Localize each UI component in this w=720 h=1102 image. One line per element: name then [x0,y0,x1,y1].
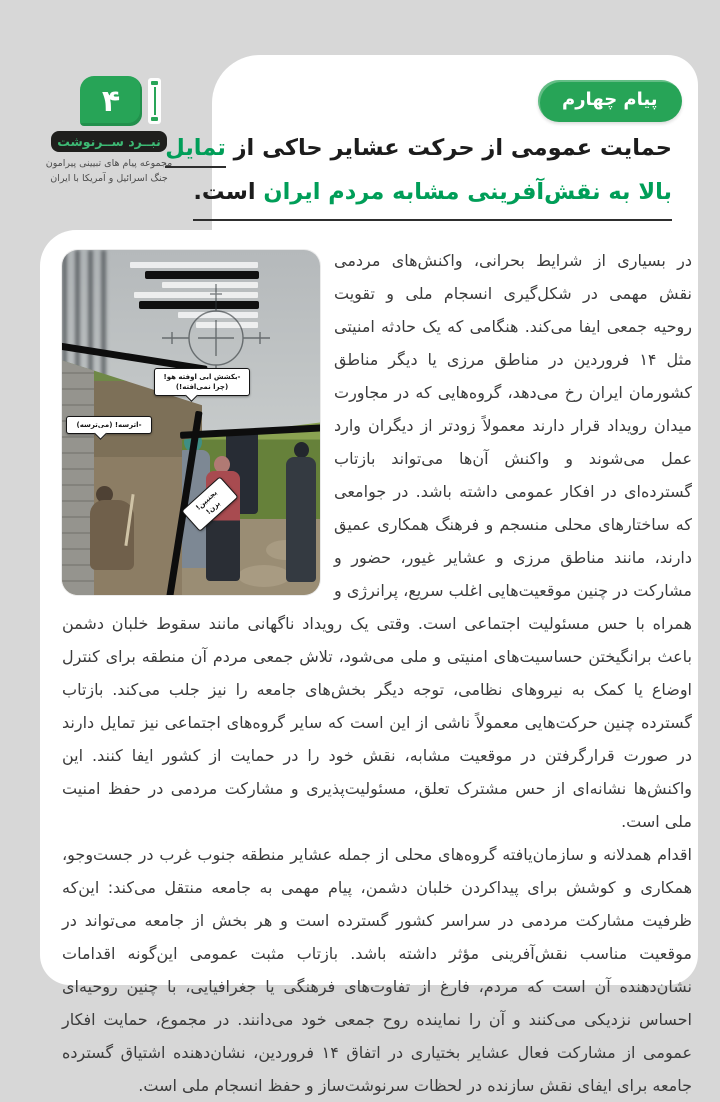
caption-line-highlight [146,272,258,278]
stone [238,565,290,587]
headline-green-part: بالا به نقش‌آفرینی مشابه مردم ایران [263,179,672,205]
field-photo-collage [62,250,320,595]
headline-green-part: تمایل [165,135,226,168]
headline-black-part: حمایت عمومی از حرکت عشایر حاکی از [225,135,672,161]
brand-badge [51,131,167,152]
issue-ruler-mark [148,78,161,124]
ruler-tick-icon [151,81,158,85]
speech-bubble: بجنبین! بزن! [181,476,239,532]
person-head [294,442,309,458]
brand-title: نبــرد ســرنوشت [57,134,161,149]
caption-line [130,262,258,268]
body-paragraph-1: در بسیاری از شرایط بحرانی، واکنش‌های مردمی نقش مهمی در شکل‌گیری انسجام ملی و تقویت روحیه جمعی ایفا می‌کند. هنگامی که یک حادثه امنیتی مثل ۱۴ فروردین در مناطق مرزی یا دیگر مناطق کشورمان ایران رخ می‌دهد، گروه‌هایی که در مجاورت میدان رویداد قرار دارند معمولاً زودتر از دیگران وارد عمل می‌شوند و واکنش آن‌ها می‌تواند بازتاب گسترده‌ای در افکار عمومی داشته باشد. در جوامعی که ساختارهای محلی منسجم و فرهنگ همکاری عمیق دارند، مانند مناطق مرزی و عشایر غیور، حضور و مشارکت در چنین موقعیت‌هایی اغلب سریع، پرانرژی و همراه با حس مسئولیت اجتماعی است. وقتی یک رویداد ناگهانی مانند سقوط خلبان دشمن باعث برانگیختن حساسیت‌های امنیتی و ملی می‌شود، تلاش جمعی مردم آن منطقه برای کنترل اوضاع یا کمک به نیروهای نظامی، توجه دیگر بخش‌های جامعه را نیز جلب می‌کند. بازتاب گسترده چنین حرکت‌هایی معمولاً ناشی از این است که سایر گروه‌های اجتماعی نیز تمایل دارند در صورت قرارگرفتن در موقعیت مشابه، نقش خود را در حمایت از کشور ایفا کنند. این واکنش‌ها نشانه‌ای از حس مشترک تعلق، مسئولیت‌پذیری و مشارکت مردمی در حفظ امنیت ملی است. [62,251,692,831]
message-number-label: پیام چهارم [562,89,658,110]
body-paragraph-2: اقدام همدلانه و سازمان‌یافته گروه‌های محلی از جمله عشایر منطقه جنوب غرب در جست‌وجو، همکاری و کوشش برای پیداکردن خلبان دشمن، پیام مهمی به جامعه منتقل می‌کند: این‌که ظرفیت مشارکت مردمی در سراسر کشور گسترده است و هر بخش از جامعه می‌تواند در موقعیت مناسب نقش‌آفرینی مؤثر داشته باشد. بازتاب مثبت عمومی این‌گونه اقدامات نشان‌دهنده آن است که مردم، فارغ از تفاوت‌های فرهنگی یا جغرافیایی، با چنین روحیه‌ای احساس نزدیکی می‌کنند و آن را نماینده روح جمعی خود می‌دانند. در مجموع، حمایت افکار عمومی از مشارکت فعال عشایر بختیاری در اتفاق ۱۴ فروردین، نشان‌دهنده اشتیاق گسترده جامعه برای ایفای نقش سازنده در لحظات سرنوشت‌ساز و حفظ انسجام ملی است. [62,845,692,1095]
ruler-line [154,87,156,115]
article-body [62,244,692,1102]
brand-tagline-line-2: جنگ اسرائیل و آمریکا با ایران [50,173,168,184]
headline-line-1 [165,126,672,170]
speech-bubble: -بکشش ابی اوفته هو! (چرا نمی‌افته!) [154,368,250,396]
issue-number-box [80,76,142,126]
speech-bubble: -اترسه! (می‌ترسه) [66,416,152,434]
person-head [234,400,250,416]
brand-tagline-line-1: مجموعه پیام های تبیینی پیرامون [45,158,173,169]
person-figure-right [286,457,316,582]
ruler-tick-icon [151,117,158,121]
page-title [165,126,672,221]
headline-line-2 [193,170,672,221]
brand-tagline [36,156,182,186]
headline-black-part: است. [193,179,264,205]
message-number-badge [538,80,682,122]
issue-number: ۴ [101,83,121,119]
